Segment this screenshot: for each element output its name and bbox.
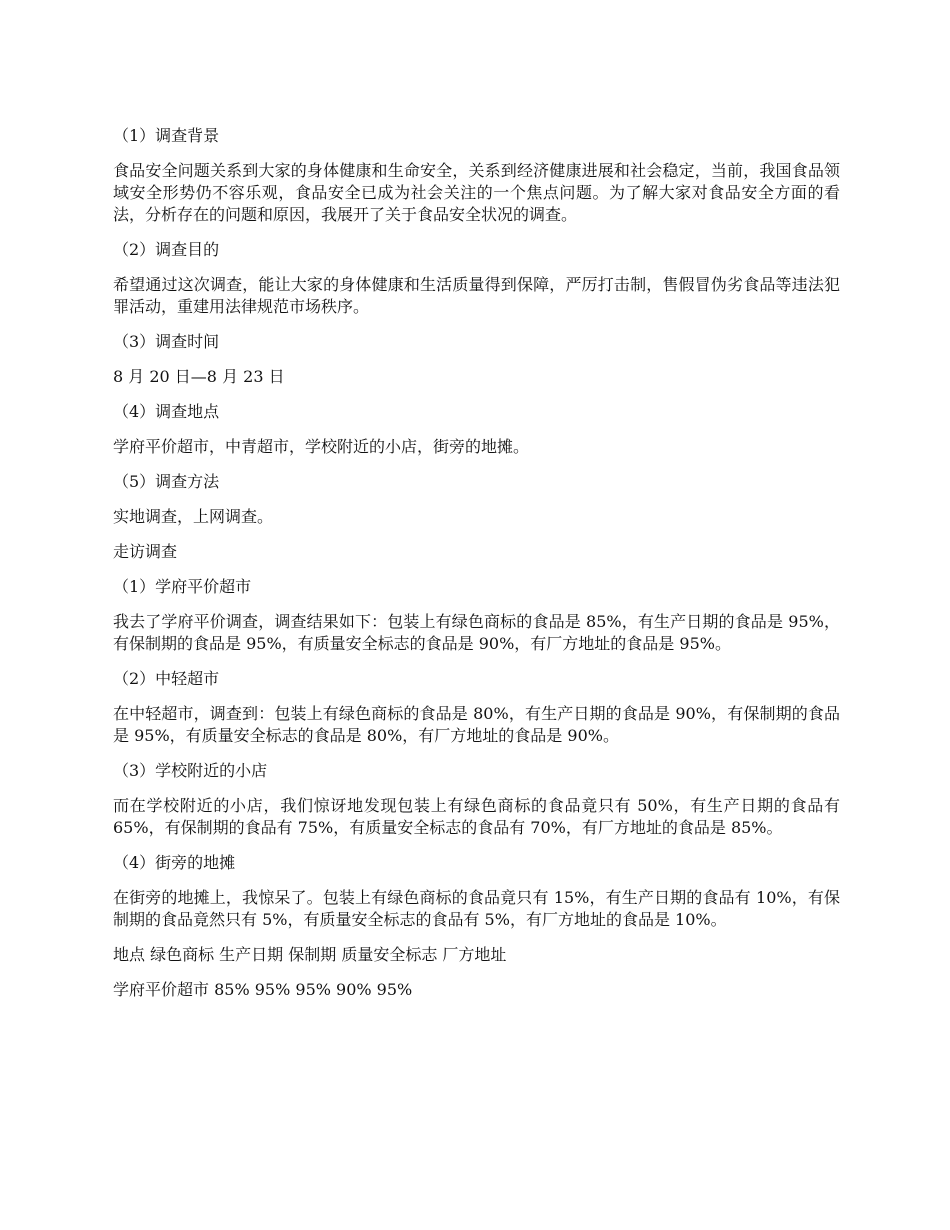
paragraph-location: 学府平价超市，中青超市，学校附近的小店，街旁的地摊。: [113, 437, 530, 456]
section-heading-method: （5）调查方法: [113, 472, 220, 491]
section-heading-location: （4）调查地点: [113, 402, 220, 421]
paragraph-background: 食品安全问题关系到大家的身体健康和生命安全，关系到经济健康进展和社会稳定，当前，我国食品领域安全形势仍不容乐观，食品安全已成为社会关注的一个焦点问题。为了解大家对食品安全方面的看法，分析存在的问题和原因，我展开了关于食品安全状况的调查。: [113, 161, 840, 224]
subsection-heading-xuefu: （1）学府平价超市: [113, 577, 252, 596]
section-heading-time: （3）调查时间: [113, 332, 220, 351]
section-heading-visit: 走访调查: [113, 542, 178, 561]
paragraph-purpose: 希望通过这次调查，能让大家的身体健康和生活质量得到保障，严厉打击制，售假冒伪劣食品等违法犯罪活动，重建用法律规范市场秩序。: [113, 275, 840, 316]
paragraph-method: 实地调查，上网调查。: [113, 507, 274, 526]
paragraph-zhongqing: 在中轻超市，调查到：包装上有绿色商标的食品是 80%，有生产日期的食品是 90%，有保制期的食品是 95%，有质量安全标志的食品是 80%，有厂方地址的食品是 90%。: [113, 704, 840, 745]
paragraph-school-shop: 而在学校附近的小店，我们惊讶地发现包装上有绿色商标的食品竟只有 50%，有生产日期的食品有 65%，有保制期的食品有 75%，有质量安全标志的食品有 70%，有厂方地址的食品是 85%。: [113, 796, 840, 837]
subsection-heading-zhongqing: （2）中轻超市: [113, 669, 220, 688]
paragraph-xuefu: 我去了学府平价调查，调查结果如下：包装上有绿色商标的食品是 85%，有生产日期的食品是 95%，有保制期的食品是 95%，有质量安全标志的食品是 90%，有厂方地址的食品是 95%。: [113, 612, 840, 653]
paragraph-street-stall: 在街旁的地摊上，我惊呆了。包装上有绿色商标的食品竟只有 15%，有生产日期的食品有 10%，有保制期的食品竟然只有 5%，有质量安全标志的食品有 5%，有厂方地址的食品是 10%。: [113, 888, 840, 929]
table-header-line: 地点 绿色商标 生产日期 保制期 质量安全标志 厂方地址: [113, 945, 507, 964]
subsection-heading-street-stall: （4）街旁的地摊: [113, 853, 236, 872]
table-row-line: 学府平价超市 85% 95% 95% 90% 95%: [113, 980, 413, 999]
section-heading-background: （1）调查背景: [113, 126, 220, 145]
paragraph-time: 8 月 20 日—8 月 23 日: [113, 367, 285, 386]
section-heading-purpose: （2）调查目的: [113, 240, 220, 259]
subsection-heading-school-shop: （3）学校附近的小店: [113, 761, 268, 780]
